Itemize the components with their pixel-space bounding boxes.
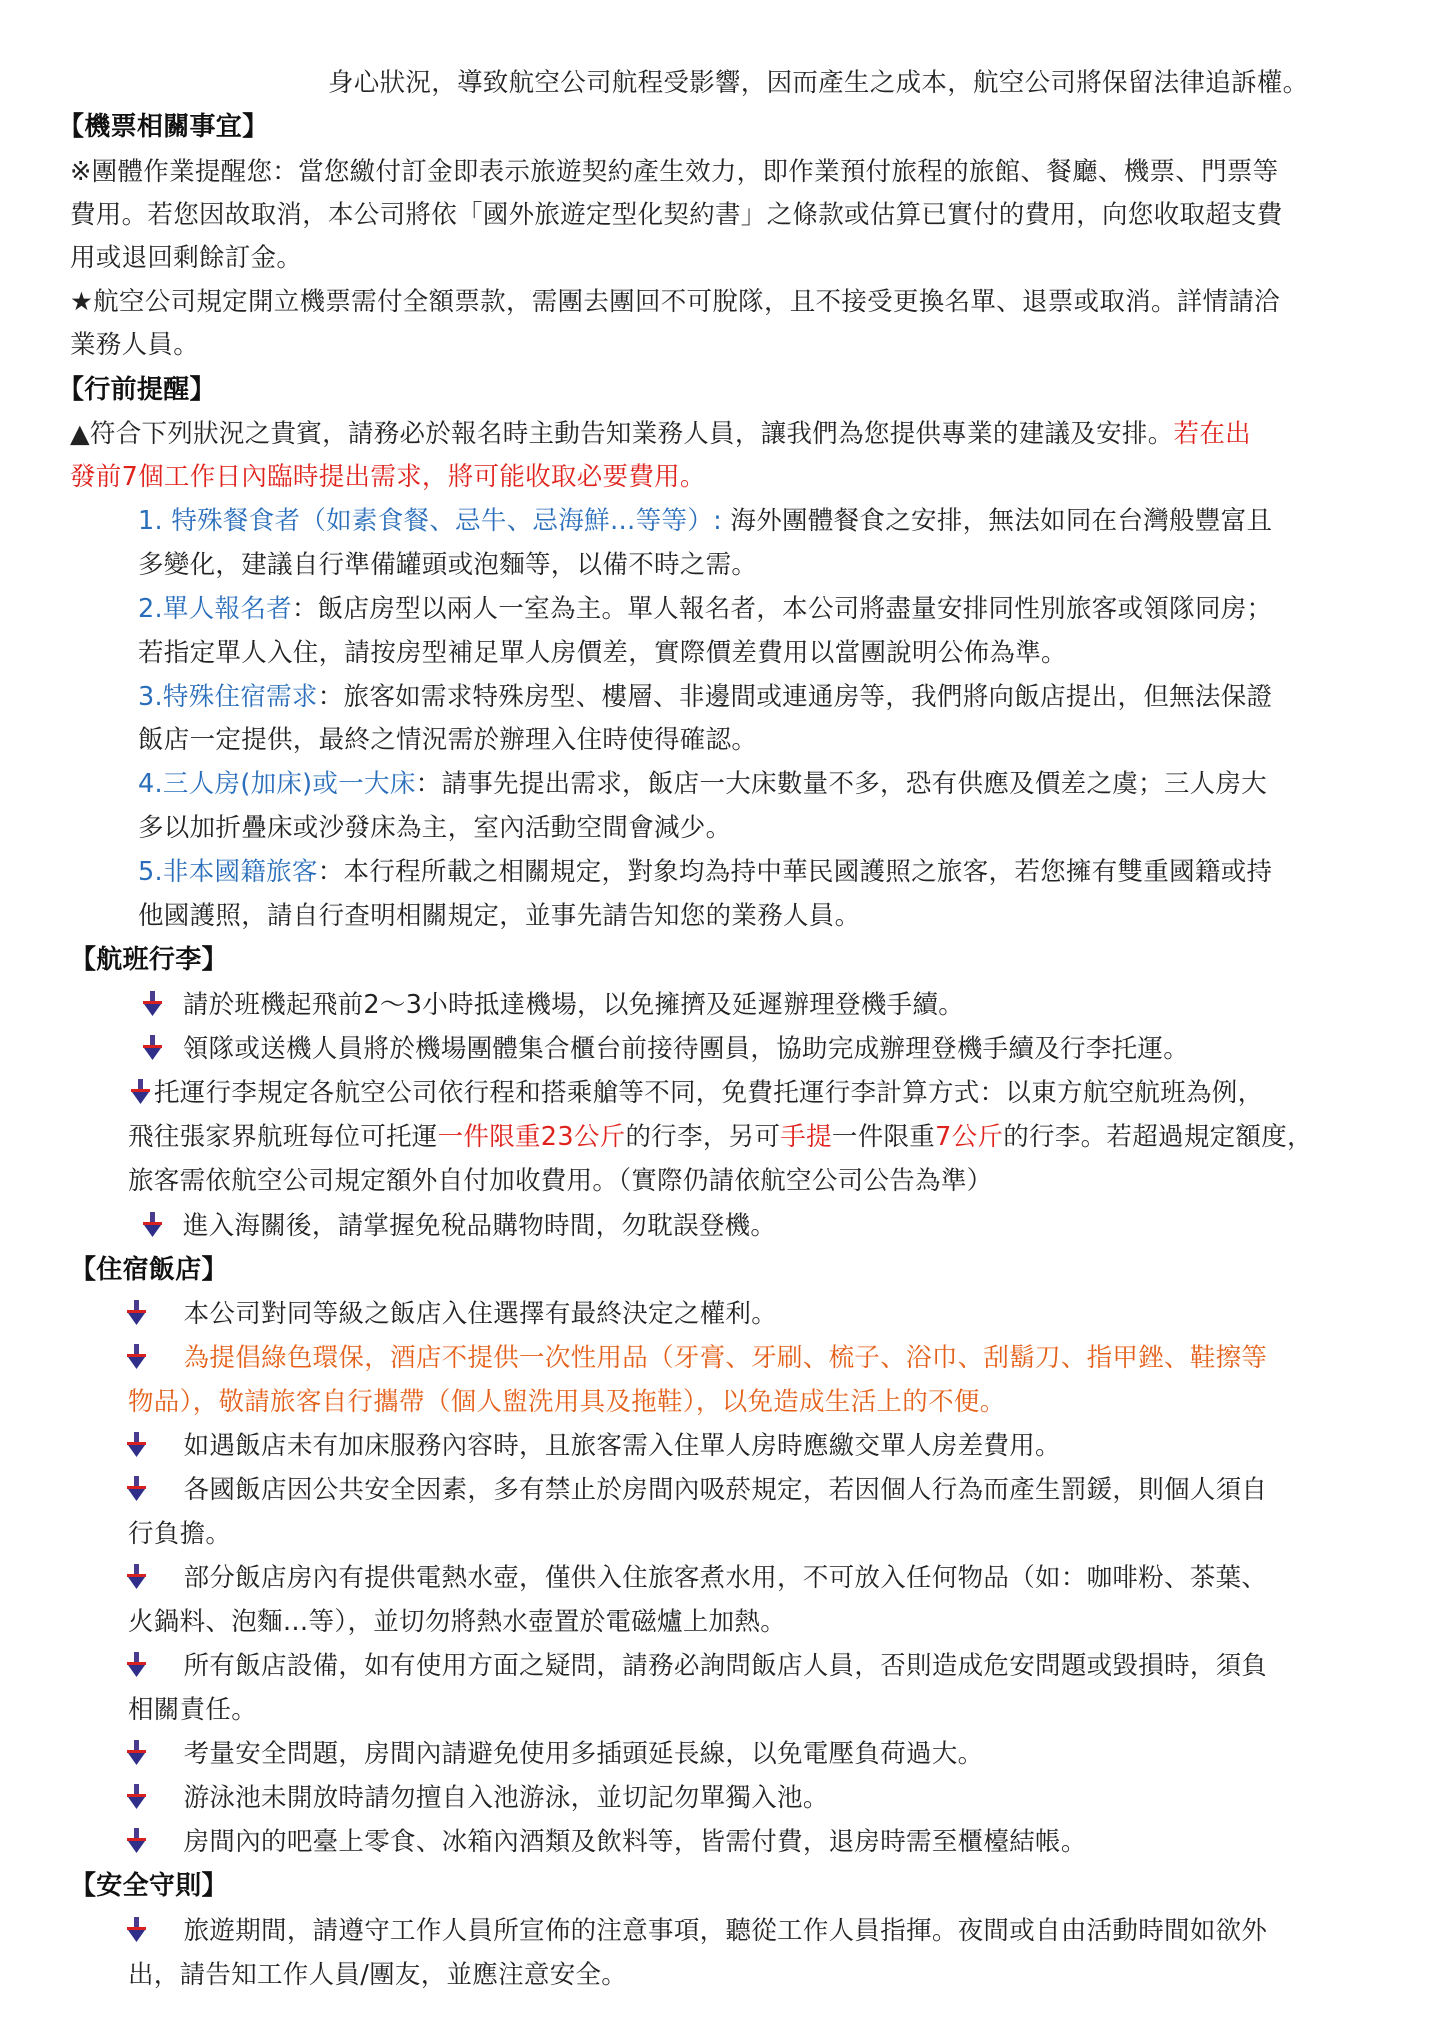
down-arrow-bullet-icon xyxy=(124,1298,150,1328)
ticket-p2-line2: 業務人員。 xyxy=(70,330,200,360)
down-arrow-bullet-icon xyxy=(140,989,166,1019)
ticket-p2-line1: ★航空公司規定開立機票需付全額票款，需團去團回不可脫隊，且不接受更換名單、退票或取消。詳情請洽 xyxy=(70,287,1280,317)
hotel-heading: 【住宿飯店】 xyxy=(70,1255,228,1285)
pretrip-item-1-line2: 多變化，建議自行準備罐頭或泡麵等，以備不時之需。 xyxy=(138,550,758,580)
flight-bullet-3-line1 xyxy=(128,1076,1263,1110)
down-arrow-bullet-icon xyxy=(124,1738,150,1768)
flight-bullet-2-text: 領隊或送機人員將於機場團體集合櫃台前接待團員，協助完成辦理登機手續及行李托運。 xyxy=(182,1034,1190,1064)
hotel-bullet-5-line1 xyxy=(124,1561,1267,1595)
pretrip-item-2-title: 2.單人報名者 xyxy=(138,594,292,624)
hotel-bullet-4-line1 xyxy=(124,1473,1267,1507)
pretrip-item-5-text: ：本行程所載之相關規定，對象均為持中華民國護照之旅客，若您擁有雙重國籍或持 xyxy=(317,857,1273,887)
hotel-bullet-9-text: 房間內的吧臺上零食、冰箱內酒類及飲料等，皆需付費，退房時需至櫃檯結帳。 xyxy=(183,1827,1087,1857)
hotel-bullet-9 xyxy=(124,1825,1087,1859)
baggage-text-d: 的行李。若超過規定額度， xyxy=(1003,1122,1313,1152)
pretrip-intro-warning: 若在出 xyxy=(1173,419,1251,449)
down-arrow-bullet-icon xyxy=(124,1342,150,1372)
hotel-bullet-6-line2: 相關責任。 xyxy=(128,1695,258,1725)
pretrip-item-5-line1 xyxy=(138,855,1272,889)
pretrip-item-2-text: ：飯店房型以兩人一室為主。單人報名者，本公司將盡量安排同性別旅客或領隊同房； xyxy=(291,594,1273,624)
hotel-bullet-2-line1 xyxy=(124,1341,1267,1375)
pretrip-item-4-line2: 多以加折疊床或沙發床為主，室內活動空間會減少。 xyxy=(138,813,732,843)
down-arrow-bullet-icon xyxy=(124,1650,150,1680)
flight-bullet-3-line3: 旅客需依航空公司規定額外自付加收費用。（實際仍請依航空公司公告為準） xyxy=(128,1166,993,1196)
down-arrow-bullet-icon xyxy=(128,1077,154,1107)
ticket-p1-line3: 用或退回剩餘訂金。 xyxy=(70,243,303,273)
down-arrow-bullet-icon xyxy=(124,1474,150,1504)
carry-on-label: 手提 xyxy=(780,1122,832,1152)
lead-paragraph: 身心狀況，導致航空公司航程受影響，因而產生之成本，航空公司將保留法律追訴權。 xyxy=(328,68,1309,98)
flight-bullet-4-text: 進入海關後，請掌握免稅品購物時間，勿耽誤登機。 xyxy=(182,1211,777,1241)
safety-bullet-1-line2: 出，請告知工作人員/團友，並應注意安全。 xyxy=(128,1960,628,1990)
hotel-bullet-8-text: 游泳池未開放時請勿擅自入池游泳，並切記勿單獨入池。 xyxy=(183,1783,829,1813)
flight-bullet-3-line2 xyxy=(128,1120,1313,1154)
safety-heading: 【安全守則】 xyxy=(70,1871,228,1901)
pretrip-item-1-title: 1. 特殊餐食者（如素食餐、忌牛、忌海鮮…等等）: xyxy=(138,506,723,536)
pretrip-item-5-line2: 他國護照，請自行查明相關規定，並事先請告知您的業務人員。 xyxy=(138,901,861,931)
flight-bullet-1 xyxy=(140,988,964,1022)
down-arrow-bullet-icon xyxy=(140,1033,166,1063)
pretrip-intro-text: ▲符合下列狀況之貴賓，請務必於報名時主動告知業務人員，讓我們為您提供專業的建議及安排。 xyxy=(70,419,1174,449)
pretrip-item-1-text: 海外團體餐食之安排，無法如同在台灣般豐富且 xyxy=(722,506,1273,536)
down-arrow-bullet-icon xyxy=(124,1562,150,1592)
down-arrow-bullet-icon xyxy=(124,1826,150,1856)
flight-bullet-2 xyxy=(140,1032,1189,1066)
ticket-p1-line1: ※團體作業提醒您：當您繳付訂金即表示旅遊契約產生效力，即作業預付旅程的旅館、餐廳、機票、門票等 xyxy=(70,157,1279,187)
hotel-bullet-2-text: 為提倡綠色環保，酒店不提供一次性用品（牙膏、牙刷、梳子、浴巾、刮鬍刀、指甲銼、鞋擦等 xyxy=(183,1343,1268,1373)
hotel-bullet-8 xyxy=(124,1781,829,1815)
pretrip-item-4-line1 xyxy=(138,767,1267,801)
carry-on-limit: 7公斤 xyxy=(935,1122,1004,1152)
pretrip-item-1-line1 xyxy=(138,504,1272,538)
pretrip-item-2-line2: 若指定單人入住，請按房型補足單人房價差，實際價差費用以當團說明公佈為準。 xyxy=(138,638,1067,668)
hotel-bullet-7-text: 考量安全問題，房間內請避免使用多插頭延長線，以免電壓負荷過大。 xyxy=(183,1739,984,1769)
hotel-bullet-6-text: 所有飯店設備，如有使用方面之疑問，請務必詢問飯店人員，否則造成危安問題或毀損時，須負 xyxy=(183,1651,1268,1681)
pretrip-item-3-line1 xyxy=(138,680,1272,714)
pretrip-item-5-title: 5.非本國籍旅客 xyxy=(138,857,318,887)
hotel-bullet-6-line1 xyxy=(124,1649,1267,1683)
pretrip-item-4-title: 4.三人房(加床)或一大床 xyxy=(138,769,416,799)
flight-heading: 【航班行李】 xyxy=(70,945,228,975)
pretrip-item-3-text: ：旅客如需求特殊房型、樓層、非邊間或連通房等，我們將向飯店提出，但無法保證 xyxy=(317,682,1273,712)
safety-bullet-1-text: 旅遊期間，請遵守工作人員所宣佈的注意事項，聽從工作人員指揮。夜間或自由活動時間如欲外 xyxy=(183,1916,1268,1946)
hotel-bullet-3-text: 如遇飯店未有加床服務內容時，且旅客需入住單人房時應繳交單人房差費用。 xyxy=(183,1431,1061,1461)
hotel-bullet-3 xyxy=(124,1429,1061,1463)
baggage-text-c: 一件限重 xyxy=(831,1122,936,1152)
hotel-bullet-4-line2: 行負擔。 xyxy=(128,1519,232,1549)
flight-bullet-3-text: 托運行李規定各航空公司依行程和搭乘艙等不同，免費托運行李計算方式：以東方航空航班為例， xyxy=(154,1078,1264,1108)
hotel-bullet-2-line2: 物品），敬請旅客自行攜帶（個人盥洗用具及拖鞋），以免造成生活上的不便。 xyxy=(128,1387,1006,1417)
ticket-heading: 【機票相關事宜】 xyxy=(58,112,269,142)
pretrip-item-2-line1 xyxy=(138,592,1272,626)
hotel-bullet-1-text: 本公司對同等級之飯店入住選擇有最終決定之權利。 xyxy=(183,1299,778,1329)
checked-baggage-limit: 一件限重23公斤 xyxy=(437,1122,626,1152)
hotel-bullet-5-line2: 火鍋料、泡麵…等），並切勿將熱水壺置於電磁爐上加熱。 xyxy=(128,1607,787,1637)
safety-bullet-1-line1 xyxy=(124,1914,1267,1948)
ticket-p1-line2: 費用。若您因故取消，本公司將依「國外旅遊定型化契約書」之條款或估算已實付的費用，向您收取超支費 xyxy=(70,200,1283,230)
down-arrow-bullet-icon xyxy=(124,1430,150,1460)
hotel-bullet-1 xyxy=(124,1297,777,1331)
baggage-text-a: 飛往張家界航班每位可托運 xyxy=(128,1122,438,1152)
pretrip-item-3-line2: 飯店一定提供，最終之情況需於辦理入住時使得確認。 xyxy=(138,725,758,755)
flight-bullet-4 xyxy=(140,1209,776,1243)
hotel-bullet-7 xyxy=(124,1737,983,1771)
hotel-bullet-5-text: 部分飯店房內有提供電熱水壺，僅供入住旅客煮水用，不可放入任何物品（如：咖啡粉、茶葉、 xyxy=(183,1563,1268,1593)
hotel-bullet-4-text: 各國飯店因公共安全因素，多有禁止於房間內吸菸規定，若因個人行為而產生罰鍰，則個人須自 xyxy=(183,1475,1268,1505)
pretrip-intro-line2: 發前7個工作日內臨時提出需求，將可能收取必要費用。 xyxy=(70,462,706,492)
down-arrow-bullet-icon xyxy=(124,1782,150,1812)
pretrip-item-4-text: ：請事先提出需求，飯店一大床數量不多，恐有供應及價差之虞；三人房大 xyxy=(415,769,1268,799)
pretrip-item-3-title: 3.特殊住宿需求 xyxy=(138,682,318,712)
down-arrow-bullet-icon xyxy=(140,1210,166,1240)
pretrip-intro-line1 xyxy=(70,417,1251,451)
flight-bullet-1-text: 請於班機起飛前2～3小時抵達機場，以免擁擠及延遲辦理登機手續。 xyxy=(182,990,965,1020)
down-arrow-bullet-icon xyxy=(124,1915,150,1945)
baggage-text-b: 的行李，另可 xyxy=(625,1122,781,1152)
pretrip-heading: 【行前提醒】 xyxy=(58,375,216,405)
